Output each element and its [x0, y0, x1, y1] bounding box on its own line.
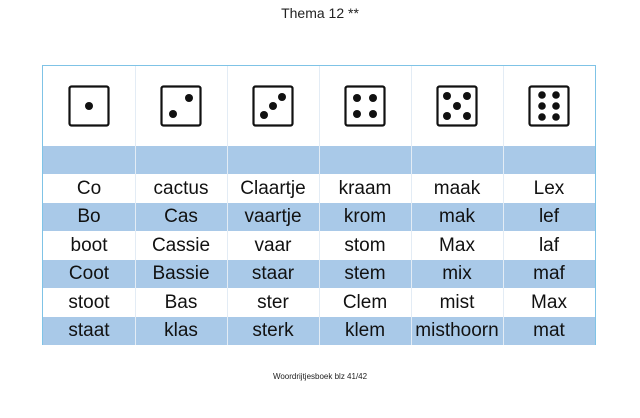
- word-cell: vaar: [254, 235, 292, 256]
- word-cell: stom: [344, 235, 386, 256]
- header-band: [319, 146, 411, 174]
- word-cell: Cassie: [151, 235, 211, 256]
- page-title: Thema 12 **: [281, 5, 359, 21]
- die-one-icon: [68, 85, 110, 127]
- word-cell: misthoorn: [415, 320, 499, 341]
- word-cell: kraam: [338, 178, 392, 199]
- word-column: [135, 66, 227, 345]
- die-cell: [135, 66, 227, 146]
- word-cell: Bassie: [152, 263, 210, 284]
- word-cell: stem: [344, 263, 386, 284]
- word-cell: Co: [76, 178, 102, 199]
- word-cell: Max: [439, 235, 475, 256]
- word-cell: Lex: [533, 178, 565, 199]
- word-cell: Cas: [164, 206, 198, 227]
- word-cell: mist: [439, 292, 475, 313]
- word-column: [227, 66, 319, 345]
- die-five-icon: [436, 85, 478, 127]
- die-cell: [503, 66, 595, 146]
- word-cell: sterk: [252, 320, 294, 341]
- word-cell: mak: [439, 206, 475, 227]
- word-cell: Clem: [342, 292, 388, 313]
- word-cell: krom: [343, 206, 387, 227]
- word-cell: maf: [533, 263, 565, 284]
- word-cell: Bo: [77, 206, 101, 227]
- die-two-icon: [160, 85, 202, 127]
- word-cell: Claartje: [240, 178, 306, 199]
- word-cell: mat: [533, 320, 565, 341]
- die-cell: [227, 66, 319, 146]
- word-cell: stoot: [68, 292, 110, 313]
- word-column: [503, 66, 595, 345]
- word-column: [319, 66, 411, 345]
- header-band: [135, 146, 227, 174]
- word-column: [411, 66, 503, 345]
- word-cell: maak: [433, 178, 481, 199]
- header-band: [411, 146, 503, 174]
- word-cell: boot: [70, 235, 108, 256]
- header-band: [43, 146, 135, 174]
- header-band: [227, 146, 319, 174]
- word-cell: cactus: [153, 178, 209, 199]
- column-divider: [319, 66, 320, 345]
- die-cell: [43, 66, 135, 146]
- word-cell: Bas: [164, 292, 198, 313]
- column-divider: [135, 66, 136, 345]
- word-cell: laf: [538, 235, 560, 256]
- column-divider: [227, 66, 228, 345]
- die-three-icon: [252, 85, 294, 127]
- header-band: [503, 146, 595, 174]
- word-cell: klas: [164, 320, 198, 341]
- die-six-icon: [528, 85, 570, 127]
- word-cell: staar: [251, 263, 295, 284]
- word-cell: Max: [531, 292, 567, 313]
- word-column: [43, 66, 135, 345]
- word-cell: Coot: [68, 263, 110, 284]
- die-cell: [319, 66, 411, 146]
- page-footer: Woordrijtjesboek blz 41/42: [272, 372, 368, 381]
- die-four-icon: [344, 85, 386, 127]
- die-cell: [411, 66, 503, 146]
- word-cell: klem: [344, 320, 386, 341]
- word-table: [42, 65, 596, 345]
- column-divider: [411, 66, 412, 345]
- word-cell: ster: [257, 292, 289, 313]
- word-cell: vaartje: [244, 206, 302, 227]
- word-cell: lef: [538, 206, 560, 227]
- word-cell: mix: [442, 263, 472, 284]
- word-cell: staat: [68, 320, 110, 341]
- column-divider: [503, 66, 504, 345]
